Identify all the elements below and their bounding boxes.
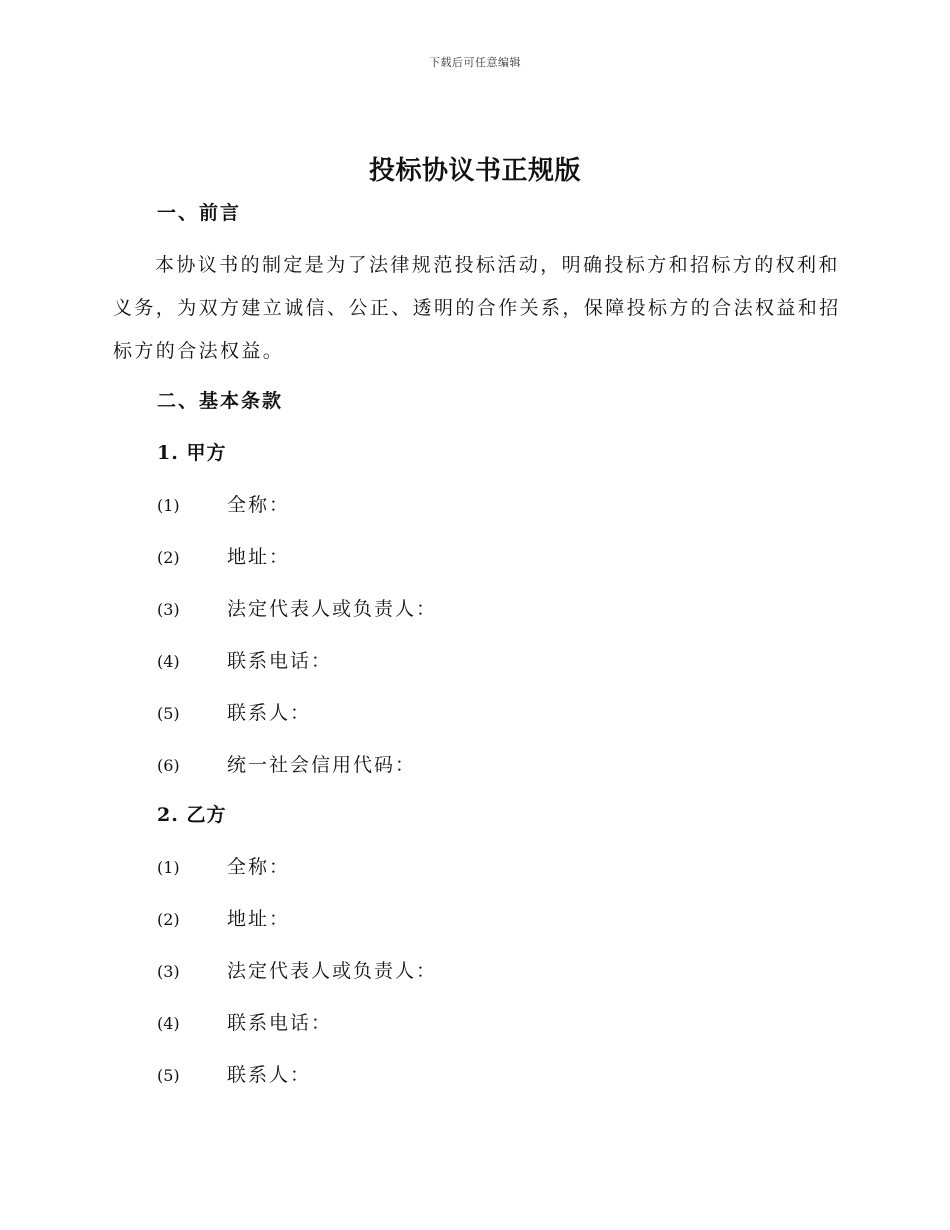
party-a-heading: 1. 甲方 [157, 442, 227, 464]
item-number: (2) [157, 910, 180, 929]
item-label: 联系人： [227, 702, 312, 724]
item-label: 地址： [227, 908, 291, 930]
party-a-item-legal-rep [157, 594, 437, 622]
item-label: 联系人： [227, 1064, 312, 1086]
section-heading-preface: 一、前言 [157, 202, 242, 224]
party-a-item-full-name [157, 490, 290, 518]
party-b-item-phone [157, 1008, 332, 1036]
item-number: (4) [157, 652, 180, 671]
item-number: (1) [157, 858, 180, 877]
party-a-item-address [157, 542, 290, 570]
party-b-item-legal-rep [157, 956, 437, 984]
party-b-item-full-name [157, 852, 290, 880]
item-label: 联系电话： [227, 650, 333, 672]
party-b-heading: 2. 乙方 [157, 804, 227, 826]
item-number: (3) [157, 600, 180, 619]
party-a-item-phone [157, 646, 332, 674]
item-label: 法定代表人或负责人： [227, 960, 438, 982]
party-b-item-address [157, 904, 290, 932]
party-b-item-contact [157, 1060, 311, 1088]
header-note: 下载后可任意编辑 [429, 56, 521, 69]
item-label: 全称： [227, 494, 291, 516]
party-a-item-credit-code [157, 750, 416, 778]
item-number: (2) [157, 548, 180, 567]
item-number: (6) [157, 756, 180, 775]
item-label: 地址： [227, 546, 291, 568]
item-number: (5) [157, 704, 180, 723]
section-heading-basic-terms: 二、基本条款 [157, 390, 284, 412]
document-title: 投标协议书正规版 [368, 156, 581, 186]
item-number: (5) [157, 1066, 180, 1085]
preface-paragraph: 本协议书的制定是为了法律规范投标活动，明确投标方和招标方的权利和义务，为双方建立诚信、公正、透明的合作关系，保障投标方的合法权益和招标方的合法权益。 [113, 254, 841, 362]
item-label: 联系电话： [227, 1012, 333, 1034]
item-label: 统一社会信用代码： [227, 754, 417, 776]
party-a-item-contact [157, 698, 311, 726]
item-number: (4) [157, 1014, 180, 1033]
item-number: (1) [157, 496, 180, 515]
item-number: (3) [157, 962, 180, 981]
item-label: 全称： [227, 856, 291, 878]
item-label: 法定代表人或负责人： [227, 598, 438, 620]
